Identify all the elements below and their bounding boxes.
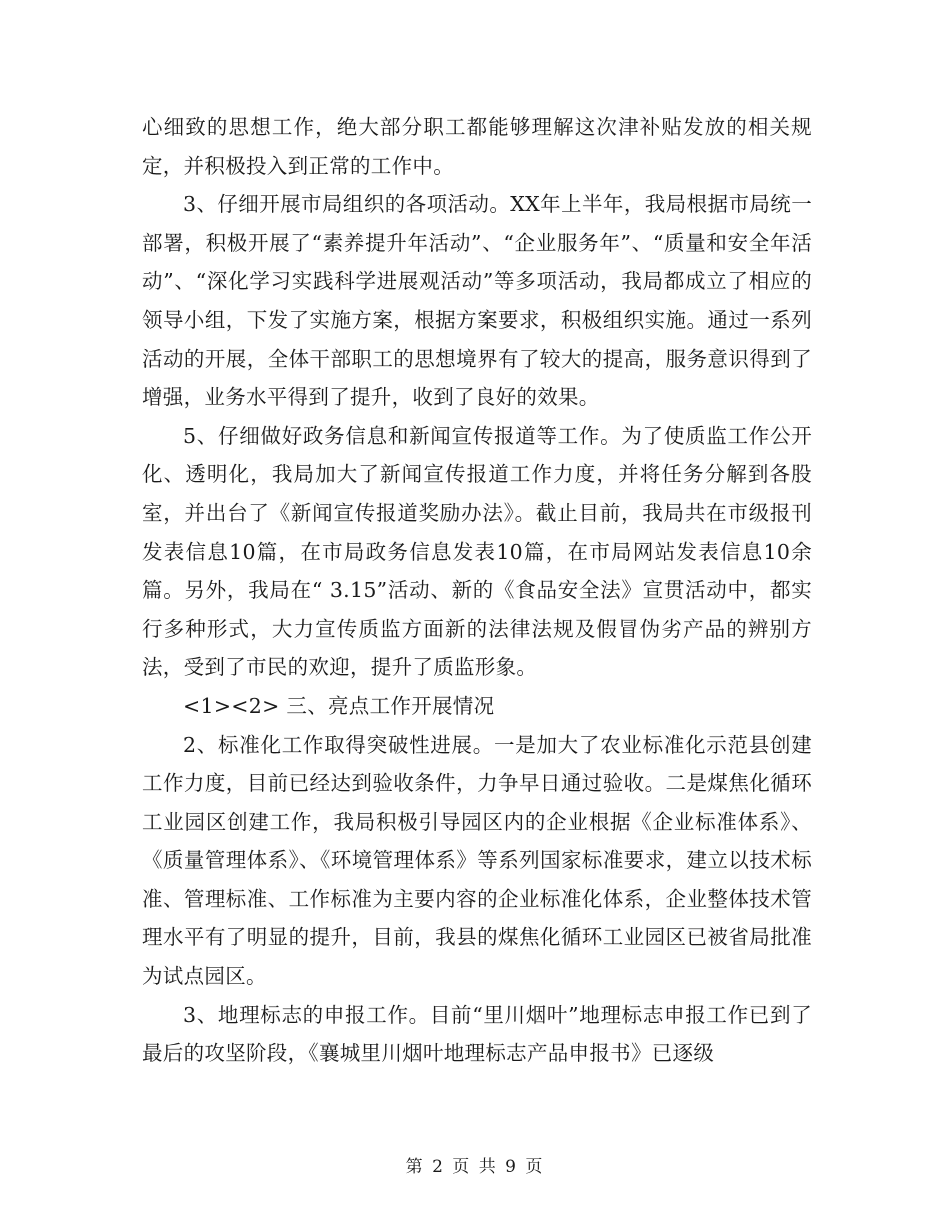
paragraph-continuation: 心细致的思想工作，绝大部分职工都能够理解这次津补贴发放的相关规定，并积极投入到正常的工作中。 [142,115,812,178]
paragraph-activities: 3、仔细开展市局组织的各项活动。XX年上半年，我局根据市局统一部署，积极开展了“素养提升年活动”、“企业服务年”、“质量和安全年活动”、“深化学习实践科学进展观活动”等多项活动，我局都成立了相应的领导小组，下发了实施方案，根据方案要求，积极组织实施。通过一系列活动的开展，全体干部职工的思想境界有了较大的提高，服务意识得到了增强，业务水平得到了提升，收到了良好的效果。 [142,192,812,410]
document-body [142,108,812,1073]
paragraph-standardization: 2、标准化工作取得突破性进展。一是加大了农业标准化示范县创建工作力度，目前已经达到验收条件，力争早日通过验收。二是煤焦化循环工业园区创建工作，我局积极引导园区内的企业根据《企业标准体系》、《质量管理体系》、《环境管理体系》等系列国家标准要求，建立以技术标准、管理标准、工作标准为主要内容的企业标准化体系，企业整体技术管理水平有了明显的提升，目前，我县的煤焦化循环工业园区已被省局批准为试点园区。 [142,732,812,989]
page-number-footer: 第 2 页 共 9 页 [405,1157,545,1177]
paragraph-publicity: 5、仔细做好政务信息和新闻宣传报道等工作。为了使质监工作公开化、透明化，我局加大了新闻宣传报道工作力度，并将任务分解到各股室，并出台了《新闻宣传报道奖励办法》。截止目前，我局共在市级报刊发表信息10篇，在市局政务信息发表10篇，在市局网站发表信息10余篇。另外，我局在“ 3.15”活动、新的《食品安全法》宣贯活动中，都实行多种形式，大力宣传质监方面新的法律法规及假冒伪劣产品的辨别方法，受到了市民的欢迎，提升了质监形象。 [142,423,812,680]
section-heading-highlights: <1><2> 三、亮点工作开展情况 [183,693,495,718]
paragraph-geographic-indication: 3、地理标志的申报工作。目前“里川烟叶”地理标志申报工作已到了最后的攻坚阶段，《襄城里川烟叶地理标志产品申报书》已逐级 [142,1002,812,1066]
